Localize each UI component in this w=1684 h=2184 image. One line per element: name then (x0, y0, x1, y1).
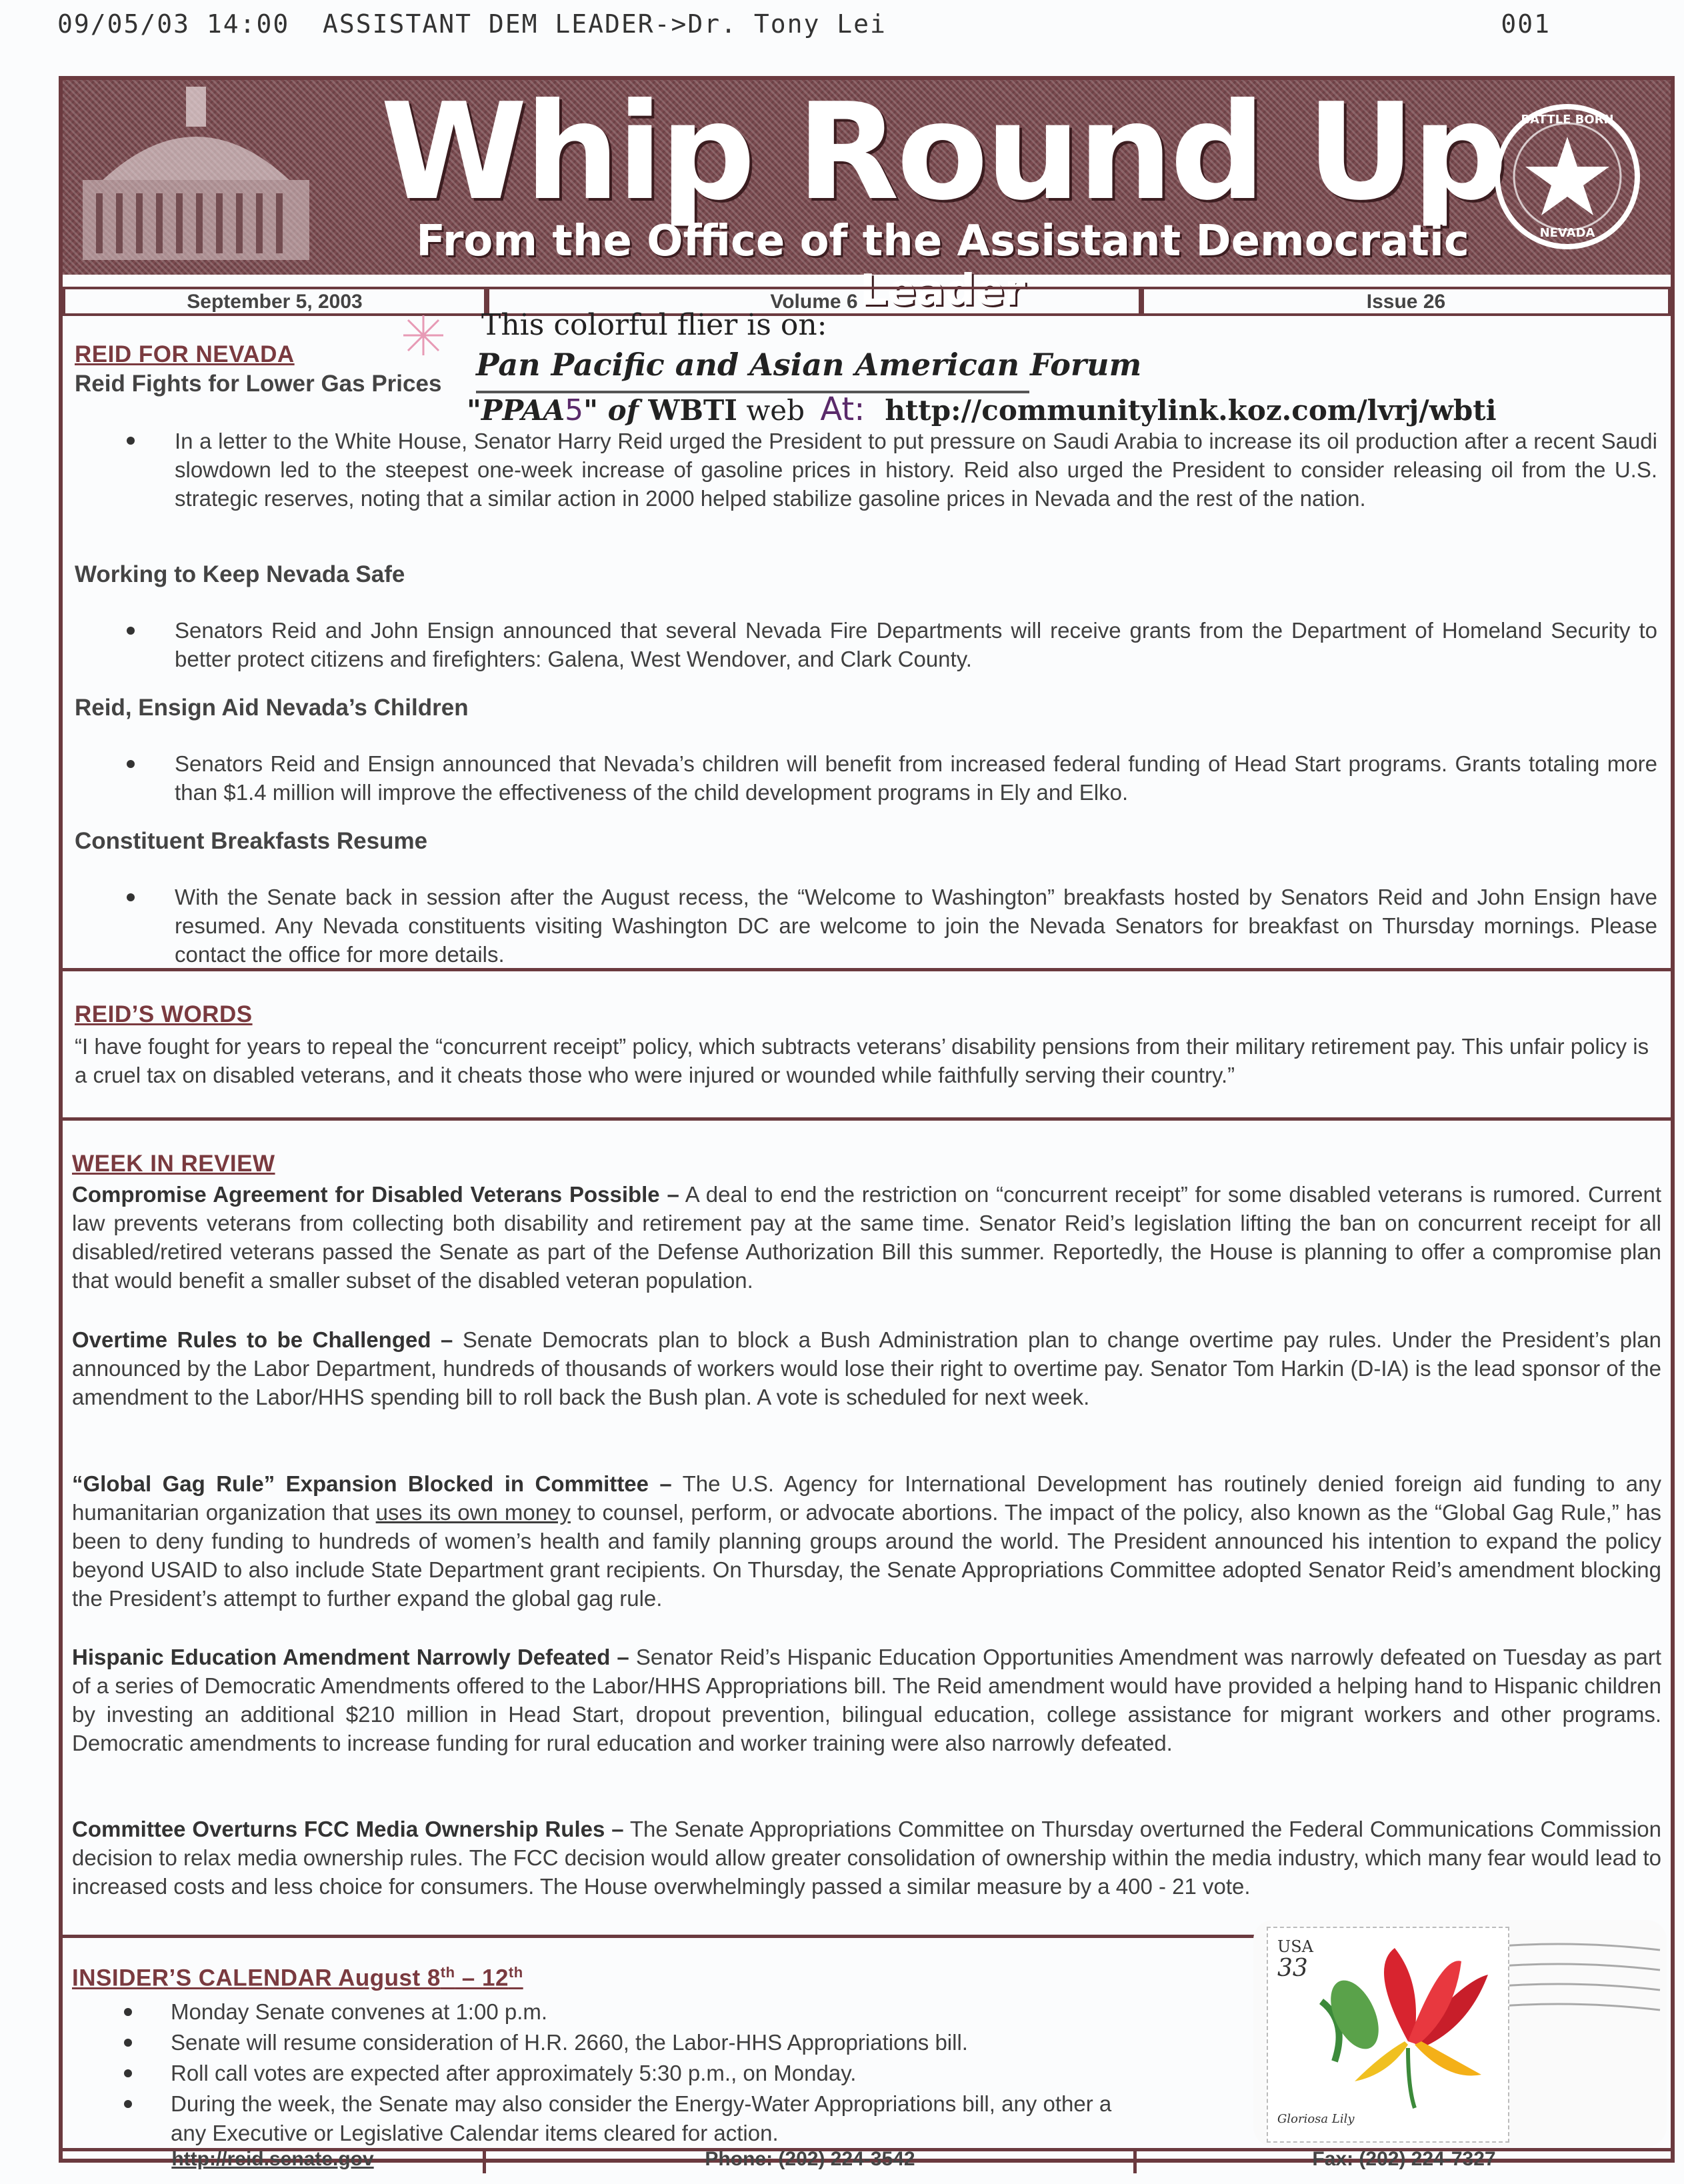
note-line-3 (467, 391, 1497, 428)
reids-quote: “I have fought for years to repeal the “concurrent receipt” policy, which subtracts veterans’ disability pensions from their military retirement pay. This unfair policy is a cruel tax on disabled veterans, and it cheats those who were injured or wounded while faithfully serving their country.” (75, 1034, 1649, 1087)
review-item-hispanic-education (72, 1643, 1661, 1757)
review-item-fcc (72, 1815, 1661, 1901)
bullet (124, 2100, 132, 2108)
section-title-reid-for-nevada: REID FOR NEVADA (75, 341, 295, 367)
review-lead: Committee Overturns FCC Media Ownership Rules – (72, 1817, 624, 1841)
bullet (124, 2039, 132, 2047)
calendar-item: Roll call votes are expected after approximately 5:30 p.m., on Monday. (171, 2061, 857, 2085)
note-handwritten-number: 5 (565, 393, 584, 427)
postage-stamp (1253, 1920, 1667, 2147)
stamp-country: USA (1277, 1937, 1313, 1956)
masthead-subtitle: From the Office of the Assistant Democratic Leader (416, 217, 1469, 315)
review-text: The Senate Appropriations Committee on Thursday overturned the Federal Communications Commission decision to relax media ownership rules. The FCC decision would allow greater consolidation of ownership within the media industry, which many fear would lead to increased costs and less choice for consumers. The House overwhelmingly passed a similar measure by a 400 - 21 vote. (72, 1817, 1661, 1899)
nevada-seal-icon (1491, 100, 1644, 253)
review-lead: “Global Gag Rule” Expansion Blocked in Committee – (72, 1471, 672, 1496)
calendar-item: Senate will resume consideration of H.R. 2660, the Labor-HHS Appropriations bill. (171, 2030, 968, 2055)
subheading-breakfasts: Constituent Breakfasts Resume (75, 828, 428, 854)
review-item-overtime (72, 1325, 1661, 1411)
footer-phone: Phone: (202) 224-3542 (705, 2148, 915, 2170)
stamp-face (1267, 1927, 1509, 2143)
review-text: to counsel, perform, or advocate abortions. The impact of the policy, also known as the “Global Gag Rule,” has been to deny funding to hundreds of women’s health and family planning groups around the world. The President announced his intention to expand the policy beyond USAID to also include State Department grant recipients. On Thursday, the Senate Appropriations Committee adopted Senator Reid’s amendment blocking the President’s attempt to further expand the global gag rule. (72, 1500, 1661, 1611)
bullet (127, 893, 135, 901)
review-lead: Compromise Agreement for Disabled Veterans Possible – (72, 1182, 679, 1207)
calendar-item: any Executive or Legislative Calendar items cleared for action. (171, 2121, 779, 2145)
review-text-underlined: uses its own money (375, 1500, 571, 1525)
section-title-insiders-calendar (72, 1964, 523, 1992)
divider (63, 1935, 1256, 1938)
note-ppaa: "PPAA (467, 394, 565, 427)
divider (1133, 2148, 1137, 2173)
review-lead: Hispanic Education Amendment Narrowly Defeated – (72, 1645, 629, 1669)
fax-header (57, 9, 1551, 43)
note-at: At: (820, 391, 865, 428)
divider (63, 1117, 1671, 1121)
section-title-week-in-review: WEEK IN REVIEW (72, 1151, 275, 1177)
calendar-sup-2: th (508, 1964, 523, 1981)
bullet (127, 437, 135, 445)
divider (483, 2148, 486, 2173)
stamp-value: 33 (1277, 1955, 1308, 1982)
section-title-reids-words: REID’S WORDS (75, 1001, 253, 1027)
calendar-title-a: INSIDER’S CALENDAR August 8 (72, 1965, 441, 1991)
issue-volume: Volume 6 (487, 287, 1141, 316)
calendar-title-b: – 12 (455, 1965, 509, 1991)
asterisk-mark-icon (400, 312, 447, 359)
review-text: The U.S. Agency for International Development has routinely denied foreign aid funding to any humanitarian organization that (72, 1471, 1661, 1525)
bullet (127, 627, 135, 635)
review-item-veterans (72, 1180, 1661, 1295)
footer-website-link[interactable]: http://reid.senate.gov (171, 2148, 374, 2170)
lily-flower-icon (1308, 1941, 1501, 2115)
seal-bottom-text: NEVADA (1539, 226, 1595, 240)
review-text: A deal to end the restriction on “concurrent receipt” for some disabled veterans is rumored. Current law prevents veterans from collecting both disability and retirement pay at the same time. Senator Reid’s legislation lifting the ban on concurrent receipt for all disabled/retired veterans passed the Senate as part of the Defense Authorization Bill this summer. Reportedly, the House is planning to offer a compromise plan that would benefit a smaller subset of the disabled veteran population. (72, 1182, 1661, 1293)
paragraph-gas-prices: In a letter to the White House, Senator Harry Reid urged the President to put pressure on Saudi Arabia to increase its oil production after a recent Saudi slowdown led to the steepest one-week increase of gasoline prices in history. Reid also urged the President to consider releasing oil from the U.S. strategic reserves, noting that a similar action in 2000 helped stabilize gasoline prices in Nevada and the rest of the nation. (175, 429, 1657, 511)
review-lead: Overtime Rules to be Challenged – (72, 1327, 453, 1352)
review-text: Senate Democrats plan to block a Bush Administration plan to change overtime pay rules. Under the President’s plan announced by the Labor Department, hundreds of thousands of workers would lose their right to overtime pay. Senator Tom Harkin (D-IA) is the lead sponsor of the amendment to the Labor/HHS spending bill to roll back the Bush plan. A vote is scheduled for next week. (72, 1327, 1661, 1409)
note-line-1: This colorful flier is on: (481, 308, 827, 342)
fax-page-number: 001 (1501, 9, 1551, 39)
note-web: web (737, 394, 814, 427)
paragraph-nevada-children: Senators Reid and Ensign announced that Nevada’s children will benefit from increased federal funding of Head Start programs. Grants totaling more than $1.4 million will improve the effectiveness of the child development programs in Ely and Elko. (175, 751, 1657, 805)
review-text: Senator Reid’s Hispanic Education Opportunities Amendment was narrowly defeated on Tuesday as part of a series of Democratic Amendments offered to the Labor/HHS Appropriations bill. The Reid amendment would have provided a helping hand to Hispanic children by investing an additional $210 million in Head Start, dropout prevention, bilingual education, college assistance for migrant workers and other programs. Democratic amendments to increase funding for rural education and worker training were also narrowly defeated. (72, 1645, 1661, 1755)
note-line-2: Pan Pacific and Asian American Forum (476, 347, 1142, 383)
seal-top-text: BATTLE BORN (1521, 113, 1614, 127)
divider (63, 968, 1671, 971)
fax-header-left: 09/05/03 14:00 ASSISTANT DEM LEADER->Dr. Tony Lei (57, 9, 887, 39)
bullet (124, 2069, 132, 2077)
note-url: http://communitylink.koz.com/lvrj/wbti (885, 394, 1497, 427)
paragraph-nevada-safe: Senators Reid and John Ensign announced that several Nevada Fire Departments will receive grants from the Department of Homeland Security to better protect citizens and firefighters: Galena, West Wendover, and Clark County. (175, 618, 1657, 671)
subheading-gas-prices: Reid Fights for Lower Gas Prices (75, 371, 442, 397)
stamp-caption: Gloriosa Lily (1277, 2112, 1355, 2126)
issue-date: September 5, 2003 (63, 287, 487, 316)
masthead-title: Whip Round Up (380, 75, 1505, 230)
capitol-building-icon (63, 80, 343, 275)
footer-fax: Fax: (202) 224-7327 (1312, 2148, 1496, 2170)
calendar-sup-1: th (440, 1964, 455, 1981)
note-wbti: WBTI (648, 394, 737, 427)
issue-number: Issue 26 (1141, 287, 1671, 316)
bullet (127, 760, 135, 768)
bullet (124, 2008, 132, 2016)
subheading-nevada-children: Reid, Ensign Aid Nevada’s Children (75, 695, 469, 721)
paragraph-breakfasts: With the Senate back in session after the August recess, the “Welcome to Washington” breakfasts hosted by Senators Reid and John Ensign have resumed. Any Nevada constituents visiting Washington DC are welcome to join the Nevada Senators for breakfast on Thursday mornings. Please contact the office for more details. (175, 885, 1657, 967)
calendar-item: During the week, the Senate may also consider the Energy-Water Appropriations bill, any other a (171, 2091, 1112, 2116)
note-quote-of: " of (583, 394, 649, 427)
calendar-item: Monday Senate convenes at 1:00 p.m. (171, 1999, 548, 2024)
subheading-nevada-safe: Working to Keep Nevada Safe (75, 561, 405, 587)
review-item-gag-rule (72, 1469, 1661, 1613)
